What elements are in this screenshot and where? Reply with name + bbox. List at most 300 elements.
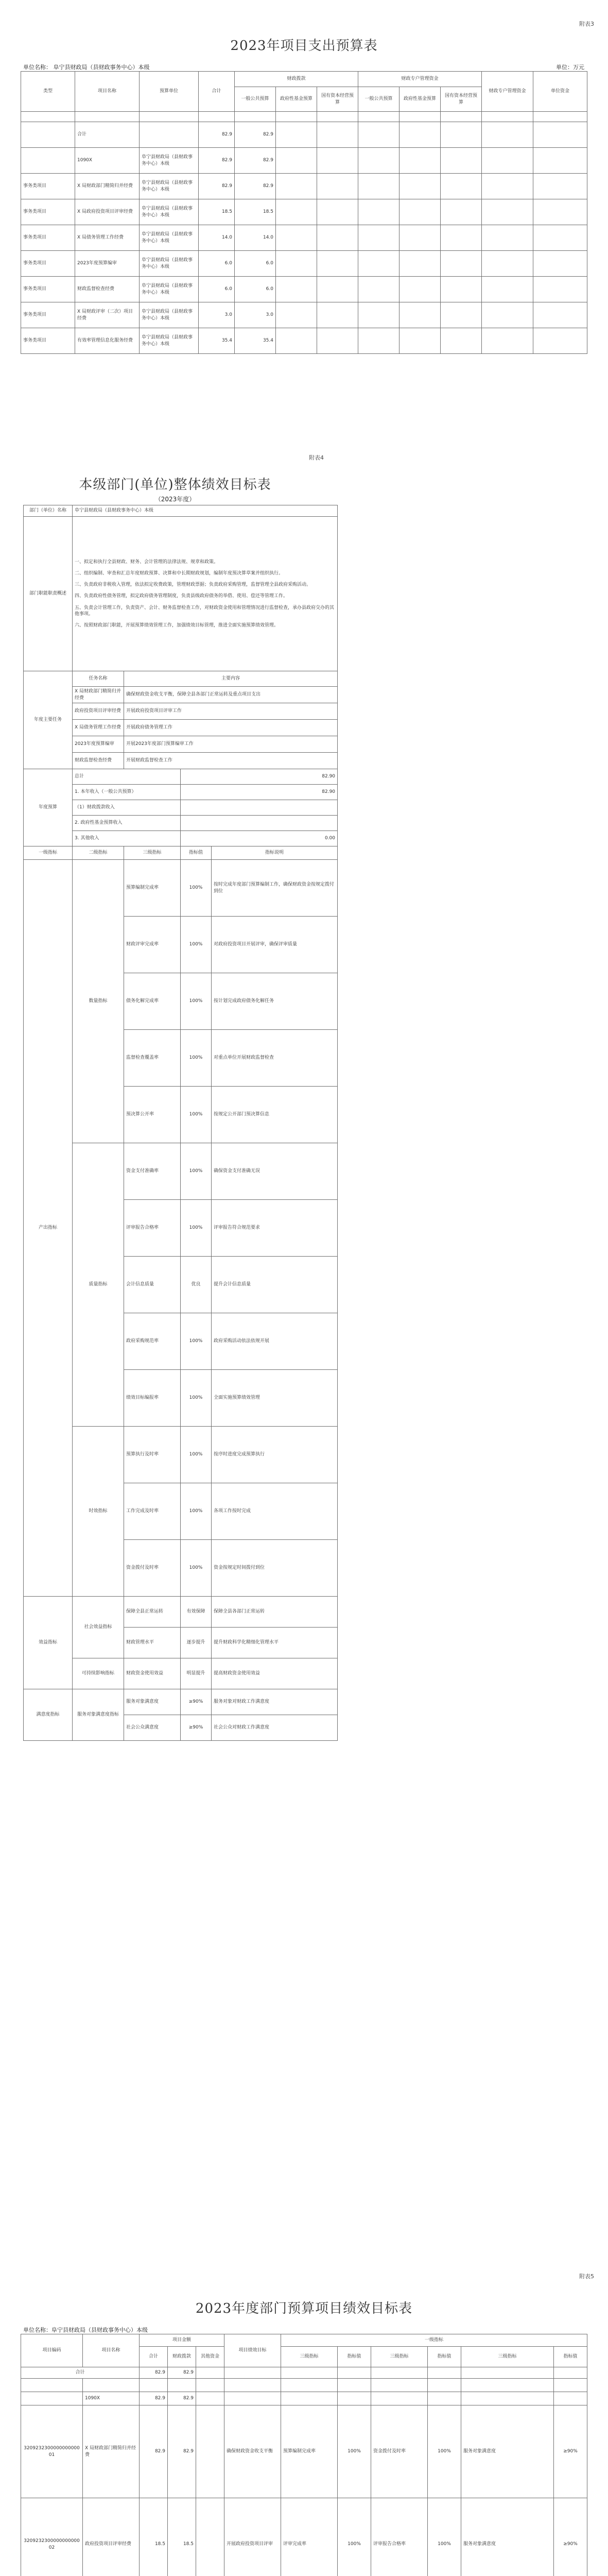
duty-content — [73, 517, 338, 671]
table-row — [21, 112, 587, 122]
project-other — [196, 2392, 224, 2405]
metric-effect-value: 100% — [428, 2405, 461, 2498]
table-row — [21, 174, 587, 199]
metric-value: 100% — [181, 1540, 212, 1597]
metric-effect — [371, 2379, 428, 2392]
metric-value: 明显提升 — [181, 1658, 212, 1689]
budget-value: 82.90 — [181, 769, 338, 785]
project-code — [21, 2379, 83, 2392]
table-row — [24, 846, 338, 860]
row-empty-cell — [441, 328, 482, 354]
col-fiscal: 财政拨款 — [235, 72, 358, 87]
sheet3-title: 2023年度部门预算项目绩效目标表 — [195, 2301, 413, 2316]
sheet1-unit-suffix: 单位：万元 — [556, 64, 584, 71]
col-special-gov: 政府性基金预算 — [399, 87, 441, 112]
project-other — [196, 2379, 224, 2392]
metric-header-e: 指标说明 — [212, 846, 338, 860]
task-header-content: 主要内容 — [124, 671, 338, 687]
row-empty-cell — [399, 148, 441, 174]
metric-value: 100% — [181, 1200, 212, 1257]
row-total: 35.4 — [199, 328, 235, 354]
project-other — [196, 2405, 224, 2498]
project-total: 82.9 — [140, 2392, 168, 2405]
metric-satisfaction-value — [554, 2392, 587, 2405]
row-empty-cell — [317, 122, 358, 148]
row-empty-cell — [317, 199, 358, 225]
col-total: 合计 — [199, 72, 235, 112]
row-empty-cell — [399, 199, 441, 225]
budget-item: （1）财政拨款收入 — [73, 800, 181, 816]
row-empty-cell — [441, 251, 482, 277]
row-project: 1090X — [75, 148, 140, 174]
metric-level2: 服务对象满意度指标 — [73, 1689, 124, 1741]
metric-description: 社会公众对财政工作满意度 — [212, 1715, 338, 1741]
row-category: 事务类项目 — [21, 302, 75, 328]
row-dept: 阜宁县财政局（县财政事务中心）本级 — [140, 277, 199, 302]
col-special-state: 国有资本经营预算 — [441, 87, 482, 112]
budget-value — [181, 800, 338, 816]
sheet1-unit-label: 单位名称： — [23, 64, 51, 71]
budget-value — [181, 816, 338, 831]
metric-level1: 效益指标 — [24, 1597, 73, 1689]
table-row — [24, 1689, 338, 1715]
row-total: 82.9 — [199, 148, 235, 174]
row-dept: 阜宁县财政局（县财政事务中心）本级 — [140, 148, 199, 174]
metric-level2: 社会效益指标 — [73, 1597, 124, 1658]
table-row — [24, 769, 338, 785]
project-code — [21, 2392, 83, 2405]
table-row — [21, 251, 587, 277]
metric-description: 对政府投资项目开展评审，确保评审质量 — [212, 917, 338, 973]
metric-description: 政府采购活动依法依规开展 — [212, 1313, 338, 1370]
metric-level2: 可持续影响指标 — [73, 1658, 124, 1689]
metric-output: 评审完成率 — [281, 2498, 338, 2576]
row-empty-cell — [441, 148, 482, 174]
sheet1-corner-label: 附表3 — [579, 21, 594, 27]
row-empty-cell — [399, 277, 441, 302]
row-empty-cell — [533, 148, 587, 174]
metric-output-value — [338, 2392, 371, 2405]
metric-output: 预算编制完成率 — [281, 2405, 338, 2498]
metric-header-d: 指标值 — [181, 846, 212, 860]
col-fin-special: 财政专户管理资金 — [482, 72, 533, 112]
metric-level3: 会计信息质量 — [124, 1257, 181, 1313]
metric-header-c: 三级指标 — [124, 846, 181, 860]
row-dept: 阜宁县财政局（县财政事务中心）本级 — [140, 302, 199, 328]
metric-value: 100% — [181, 1143, 212, 1200]
annual-task-label: 年度主要任务 — [24, 671, 73, 769]
project-goal: 开展政府投资项目评审 — [224, 2498, 281, 2576]
task-name: X 局财政部门精简归并经费 — [73, 687, 124, 703]
project-fiscal — [168, 2379, 196, 2392]
row-dept: 阜宁县财政局（县财政事务中心）本级 — [140, 199, 199, 225]
metric-description: 全面实施预算绩效管理 — [212, 1370, 338, 1427]
metric-satisfaction: 服务对象满意度 — [461, 2498, 554, 2576]
metric-value: 100% — [181, 1313, 212, 1370]
task-name: 财政监督检查经费 — [73, 753, 124, 769]
row-total: 18.5 — [199, 199, 235, 225]
row-category: 事务类项目 — [21, 251, 75, 277]
metric-description: 提升财政科学化精细化管理水平 — [212, 1628, 338, 1658]
row-category: 事务类项目 — [21, 225, 75, 251]
project-goal — [224, 2379, 281, 2392]
metric-level3: 预算编制完成率 — [124, 860, 181, 917]
metric-value: 100% — [181, 973, 212, 1030]
row-category: 事务类项目 — [21, 328, 75, 354]
table-row — [24, 671, 338, 687]
row-empty-cell — [533, 277, 587, 302]
row-empty-cell — [276, 148, 317, 174]
metric-level3: 财政管理水平 — [124, 1628, 181, 1658]
row-empty-cell — [358, 251, 399, 277]
project-total — [140, 2379, 168, 2392]
col-category: 类型 — [21, 72, 75, 112]
row-empty-cell — [482, 174, 533, 199]
s3-col-level3: 三级指标 — [281, 2347, 338, 2367]
metric-level3: 预决算公开率 — [124, 1087, 181, 1143]
row-empty-cell — [358, 122, 399, 148]
row-empty-cell — [482, 277, 533, 302]
table-row — [21, 2392, 587, 2405]
duty-item: 一、拟定和执行全县财政、财务、会计管理的法律法规、规章和政策。 — [75, 560, 219, 565]
row-empty-cell — [358, 328, 399, 354]
metric-level3: 工作完成及时率 — [124, 1483, 181, 1540]
col-other: 单位资金 — [533, 72, 587, 112]
row-empty-cell — [533, 225, 587, 251]
dept-name-value: 阜宁县财政局（县财政事务中心）本级 — [73, 505, 338, 517]
s3-col-code: 项目编码 — [21, 2334, 83, 2367]
row-dept — [140, 122, 199, 148]
row-project: 合计 — [75, 122, 140, 148]
table-row — [21, 328, 587, 354]
project-goal: 确保财政资金收支平衡 — [224, 2405, 281, 2498]
metric-value: 100% — [181, 917, 212, 973]
metric-value: ≥90% — [181, 1715, 212, 1741]
s3-col-sub-other: 其他资金 — [196, 2347, 224, 2367]
overall-performance-rows — [24, 505, 338, 1741]
row-empty-cell — [482, 328, 533, 354]
sheet3-corner-label: 附表5 — [579, 2273, 594, 2280]
table-row — [21, 148, 587, 174]
s3-col-name: 项目名称 — [83, 2334, 140, 2367]
row-empty-cell — [482, 225, 533, 251]
row-dept: 阜宁县财政局（县财政事务中心）本级 — [140, 174, 199, 199]
metric-description: 按规定公开部门预决算信息 — [212, 1087, 338, 1143]
row-project: 2023年度预算编审 — [75, 251, 140, 277]
sheet2-corner-label: 附表4 — [309, 454, 324, 461]
metric-value: ≥90% — [181, 1689, 212, 1715]
row-empty-cell — [441, 112, 482, 122]
metric-description: 确保资金支付准确无误 — [212, 1143, 338, 1200]
row-empty-cell — [358, 302, 399, 328]
row-total: 14.0 — [199, 225, 235, 251]
metric-effect — [371, 2392, 428, 2405]
project-total: 82.9 — [140, 2405, 168, 2498]
metric-effect: 资金拨付及时率 — [371, 2405, 428, 2498]
table-row — [24, 860, 338, 917]
project-name: X 局财政部门精简归并经费 — [83, 2405, 140, 2498]
annual-budget-label: 年度预算 — [24, 769, 73, 846]
project-goal — [224, 2392, 281, 2405]
project-expenditure-rows — [21, 112, 587, 354]
sheet-project-expenditure — [0, 0, 608, 412]
metric-output — [281, 2379, 338, 2392]
project-performance-table — [21, 2334, 587, 2576]
budget-item: 1. 本年收入（一般公共预算） — [73, 785, 181, 800]
metric-description: 提升会计信息质量 — [212, 1257, 338, 1313]
col-dept: 预算单位 — [140, 72, 199, 112]
metric-level3: 服务对象满意度 — [124, 1689, 181, 1715]
sheet2-year: （2023年度） — [154, 496, 196, 503]
metric-level3: 预算执行及时率 — [124, 1427, 181, 1483]
task-name: X 局债务管理工作经费 — [73, 720, 124, 736]
row-category — [21, 112, 75, 122]
row-category: 事务类项目 — [21, 174, 75, 199]
metric-value: 100% — [181, 1087, 212, 1143]
table-row — [21, 2498, 587, 2576]
row-empty-cell — [482, 251, 533, 277]
row-empty-cell — [317, 112, 358, 122]
row-empty-cell — [441, 225, 482, 251]
budget-item: 3. 其他收入 — [73, 831, 181, 846]
s3-total-label: 合计 — [21, 2367, 140, 2379]
metric-level2: 时效指标 — [73, 1427, 124, 1597]
sheet-overall-performance — [0, 453, 608, 2205]
duty-item: 四、负责政府性债务管理，拟定政府债务管理制度，负责县级政府债务的举借、使用、偿还等管理工作。 — [75, 594, 288, 599]
row-empty-cell — [358, 225, 399, 251]
s3-col-level1: 一级指标 — [281, 2334, 587, 2347]
metric-value: 100% — [181, 1030, 212, 1087]
metric-value: 有效保障 — [181, 1597, 212, 1628]
row-empty-cell — [399, 225, 441, 251]
task-content: 开展政府债务管理工作 — [124, 720, 338, 736]
row-fiscal-general: 3.0 — [235, 302, 276, 328]
metric-level3: 债务化解完成率 — [124, 973, 181, 1030]
project-name: 1090X — [83, 2392, 140, 2405]
row-category — [21, 148, 75, 174]
metric-level3: 资金支付准确率 — [124, 1143, 181, 1200]
metric-effect-value: 100% — [428, 2498, 461, 2576]
s3-col-valueb: 指标值 — [428, 2347, 461, 2367]
table-row — [21, 225, 587, 251]
project-code: 320923230000000000002 — [21, 2498, 83, 2576]
row-total — [199, 112, 235, 122]
metric-value: 逐步提升 — [181, 1628, 212, 1658]
metric-output-value — [338, 2379, 371, 2392]
sheet-project-performance — [0, 2267, 608, 2576]
overall-performance-table — [23, 505, 338, 1741]
metric-level3: 评审报告合格率 — [124, 1200, 181, 1257]
s3-col-goal: 项目绩效目标 — [224, 2334, 281, 2367]
metric-output-value: 100% — [338, 2405, 371, 2498]
duty-item: 二、组织编制、审查和汇总年度财政预算、决算和中长期财政规划，编制年度预决算草案并组织执行。 — [75, 571, 284, 577]
row-empty-cell — [482, 302, 533, 328]
metric-satisfaction-value: ≥90% — [554, 2498, 587, 2576]
row-empty-cell — [441, 199, 482, 225]
row-category: 事务类项目 — [21, 277, 75, 302]
metric-level3: 资金拨付及时率 — [124, 1540, 181, 1597]
row-empty-cell — [441, 122, 482, 148]
table-row — [21, 302, 587, 328]
metric-satisfaction — [461, 2392, 554, 2405]
metric-satisfaction-value: ≥90% — [554, 2405, 587, 2498]
metric-description: 保障全县各部门正常运转 — [212, 1597, 338, 1628]
s3-col-value: 指标值 — [338, 2347, 371, 2367]
budget-value: 0.00 — [181, 831, 338, 846]
row-category: 事务类项目 — [21, 199, 75, 225]
row-empty-cell — [276, 302, 317, 328]
row-empty-cell — [276, 225, 317, 251]
metric-header-b: 二级指标 — [73, 846, 124, 860]
row-empty-cell — [399, 112, 441, 122]
sheet1-unit-line — [23, 63, 150, 71]
dept-name-label: 部门（单位）名称 — [24, 505, 73, 517]
sheet1-unit-value: 阜宁县财政局（县财政事务中心）本级 — [53, 64, 150, 71]
project-fiscal: 18.5 — [168, 2498, 196, 2576]
metric-level3: 财政资金使用效益 — [124, 1658, 181, 1689]
table-row — [24, 517, 338, 671]
metric-description: 按计划完成政府债务化解任务 — [212, 973, 338, 1030]
row-fiscal-general: 6.0 — [235, 251, 276, 277]
s3-col-sub-fiscal: 财政拨款 — [168, 2347, 196, 2367]
metric-description: 按时完成年度部门预算编制工作，确保财政资金按规定拨付到位 — [212, 860, 338, 917]
row-empty-cell — [358, 174, 399, 199]
metric-satisfaction: 服务对象满意度 — [461, 2405, 554, 2498]
col-fiscal-state: 国有资本经营预算 — [317, 87, 358, 112]
sheet2-title: 本级部门(单位)整体绩效目标表 — [79, 477, 271, 493]
table-row — [21, 277, 587, 302]
row-empty-cell — [317, 277, 358, 302]
row-total: 82.9 — [199, 174, 235, 199]
s3-col-sub-total: 合计 — [140, 2347, 168, 2367]
row-empty-cell — [533, 328, 587, 354]
metric-description: 评审报告符合规范要求 — [212, 1200, 338, 1257]
row-fiscal-general — [235, 112, 276, 122]
metric-output-value: 100% — [338, 2498, 371, 2576]
row-empty-cell — [441, 277, 482, 302]
metric-value: 100% — [181, 1370, 212, 1427]
row-fiscal-general: 6.0 — [235, 277, 276, 302]
row-empty-cell — [533, 302, 587, 328]
row-empty-cell — [276, 174, 317, 199]
project-other — [196, 2498, 224, 2576]
row-total: 3.0 — [199, 302, 235, 328]
metric-level3: 社会公众满意度 — [124, 1715, 181, 1741]
metric-level2: 质量指标 — [73, 1143, 124, 1427]
metric-level3: 监督检查覆盖率 — [124, 1030, 181, 1087]
table-row — [24, 1597, 338, 1628]
row-empty-cell — [317, 225, 358, 251]
project-total: 18.5 — [140, 2498, 168, 2576]
col-project: 项目名称 — [75, 72, 140, 112]
metric-value: 优良 — [181, 1257, 212, 1313]
s3-col-level3c: 三级指标 — [461, 2347, 554, 2367]
row-fiscal-general: 82.9 — [235, 174, 276, 199]
row-empty-cell — [533, 122, 587, 148]
row-empty-cell — [533, 199, 587, 225]
table-row — [21, 199, 587, 225]
row-empty-cell — [317, 302, 358, 328]
duty-item: 五、负责会计管理工作，负责资产、会计、财务监督检查工作，对财政资金使用和管理情况进行监督检查，承办县政府交办的其他事项。 — [75, 605, 335, 617]
metric-level3: 财政评审完成率 — [124, 917, 181, 973]
task-header-name: 任务名称 — [73, 671, 124, 687]
col-special: 财政专户管理资金 — [358, 72, 482, 87]
row-empty-cell — [317, 328, 358, 354]
row-empty-cell — [399, 174, 441, 199]
task-name: 2023年度预算编审 — [73, 736, 124, 753]
row-empty-cell — [276, 251, 317, 277]
metric-value: 100% — [181, 1427, 212, 1483]
project-fiscal: 82.9 — [168, 2392, 196, 2405]
metric-value: 100% — [181, 860, 212, 917]
project-performance-rows — [21, 2379, 587, 2576]
metric-level3: 政府采购规范率 — [124, 1313, 181, 1370]
row-empty-cell — [399, 251, 441, 277]
row-total: 6.0 — [199, 277, 235, 302]
sheet3-unit-line: 单位名称：阜宁县财政局（县财政事务中心）本级 — [23, 2327, 148, 2333]
metric-level1: 产出指标 — [24, 860, 73, 1597]
budget-item: 2. 政府性基金预算收入 — [73, 816, 181, 831]
row-empty-cell — [358, 199, 399, 225]
metric-satisfaction — [461, 2379, 554, 2392]
project-fiscal: 82.9 — [168, 2405, 196, 2498]
task-content: 开展财政监督检查工作 — [124, 753, 338, 769]
col-fiscal-general: 一般公共预算 — [235, 87, 276, 112]
table-row — [24, 505, 338, 517]
row-total: 6.0 — [199, 251, 235, 277]
s3-total-fiscal: 82.9 — [168, 2367, 196, 2379]
row-fiscal-general: 35.4 — [235, 328, 276, 354]
metric-level3: 保障全县正常运转 — [124, 1597, 181, 1628]
row-project: 财政监督检查经费 — [75, 277, 140, 302]
row-project: X 局政府投资项目评审经费 — [75, 199, 140, 225]
row-empty-cell — [482, 199, 533, 225]
row-project: X 局债务管理工作经费 — [75, 225, 140, 251]
row-empty-cell — [358, 277, 399, 302]
duty-item: 三、负责政府非税收入管理，依法拟定收费政策，管理财政票据；负责政府采购管理，监督管理全县政府采购活动。 — [75, 582, 311, 588]
row-empty-cell — [317, 251, 358, 277]
row-empty-cell — [276, 328, 317, 354]
row-fiscal-general: 82.9 — [235, 122, 276, 148]
metric-level2: 数量指标 — [73, 860, 124, 1143]
metric-description: 服务对象对财政工作满意度 — [212, 1689, 338, 1715]
row-fiscal-general: 14.0 — [235, 225, 276, 251]
table-row — [21, 2379, 587, 2392]
s3-col-level3b: 三级指标 — [371, 2347, 428, 2367]
metric-level1: 满意度指标 — [24, 1689, 73, 1741]
s3-col-amount: 项目金额 — [140, 2334, 224, 2347]
task-name: 政府投资项目评审经费 — [73, 703, 124, 720]
metric-description: 各项工作按时完成 — [212, 1483, 338, 1540]
sheet1-title: 2023年项目支出预算表 — [230, 38, 378, 54]
project-code: 320923230000000000001 — [21, 2405, 83, 2498]
metric-description: 提高财政资金使用效益 — [212, 1658, 338, 1689]
s3-total-amount: 82.9 — [140, 2367, 168, 2379]
row-empty-cell — [358, 148, 399, 174]
metric-description: 对重点单位开展财政监督检查 — [212, 1030, 338, 1087]
row-dept: 阜宁县财政局（县财政事务中心）本级 — [140, 251, 199, 277]
metric-description: 资金按规定时间拨付到位 — [212, 1540, 338, 1597]
duty-label: 部门职能职责概述 — [24, 517, 73, 671]
metric-output — [281, 2392, 338, 2405]
row-empty-cell — [482, 148, 533, 174]
task-content: 开展政府投资项目评审工作 — [124, 703, 338, 720]
duty-item: 六、按照财政部门职能，开展预算绩效管理工作，加强绩效目标管理，推进全面实施预算绩效管理。 — [75, 622, 279, 628]
row-empty-cell — [482, 112, 533, 122]
budget-value: 82.90 — [181, 785, 338, 800]
col-fiscal-gov: 政府性基金预算 — [276, 87, 317, 112]
project-name: 政府投资项目评审经费 — [83, 2498, 140, 2576]
